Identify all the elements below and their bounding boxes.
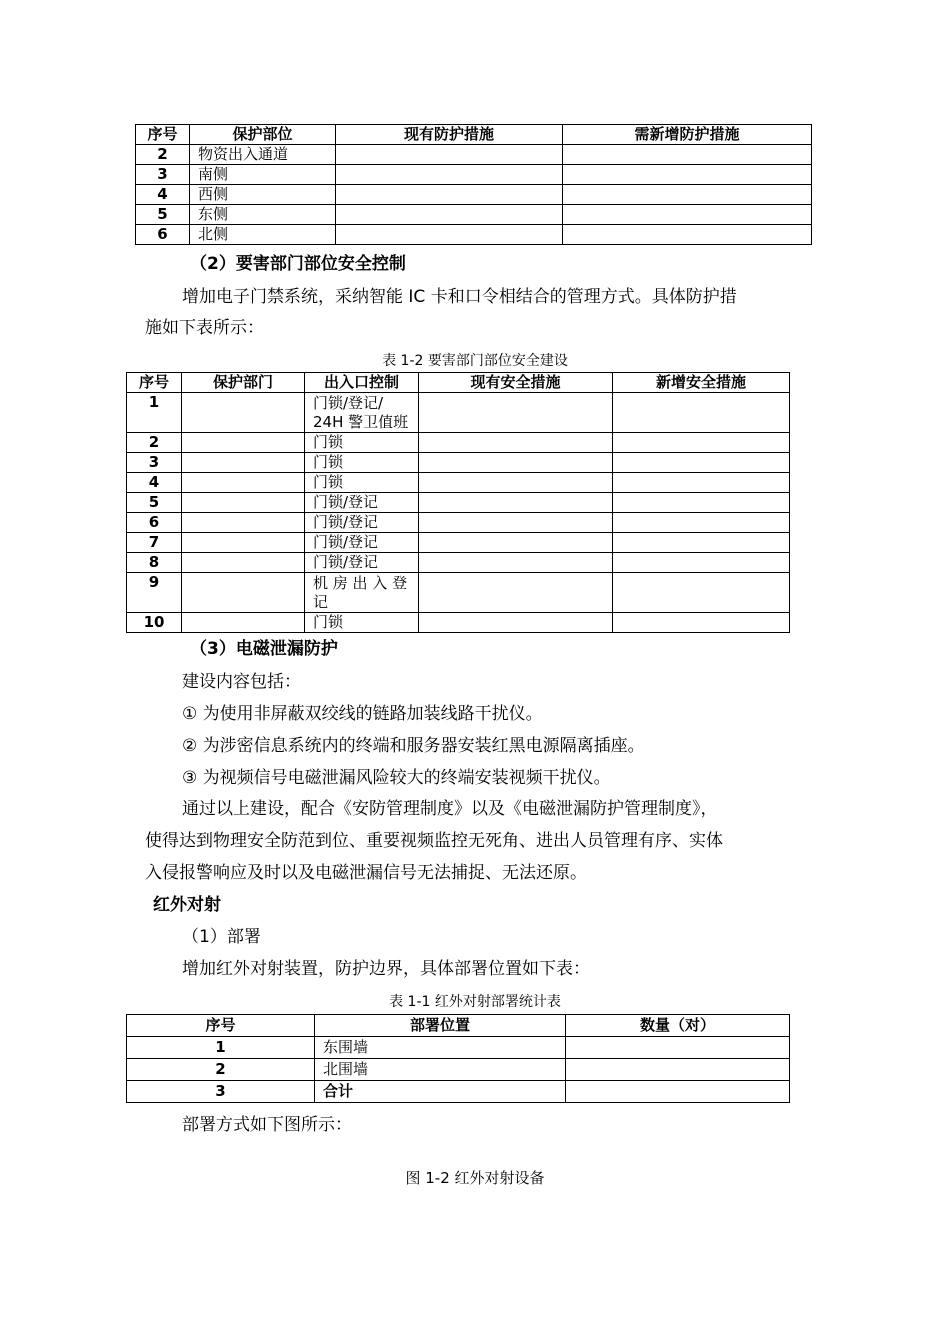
table-header: 新增安全措施: [613, 373, 790, 393]
protection-table: [135, 124, 812, 245]
table-row: 4 西侧: [136, 185, 812, 205]
table-row: 3 门锁: [127, 453, 790, 473]
table-row: 3 合计: [127, 1081, 790, 1103]
table-header: 现有防护措施: [336, 125, 563, 145]
list-item: ② 为涉密信息系统内的终端和服务器安装红黑电源隔离插座。: [182, 736, 645, 756]
list-item: ① 为使用非屏蔽双绞线的链路加装线路干扰仪。: [182, 704, 543, 724]
table-row: 9 机 房 出 入 登 记: [127, 573, 790, 613]
key-department-table: [126, 372, 790, 633]
table-header: 出入口控制: [305, 373, 419, 393]
paragraph: 施如下表所示：: [145, 318, 264, 338]
paragraph: 入侵报警响应及时以及电磁泄漏信号无法捕捉、无法还原。: [145, 863, 587, 883]
table-row: 10 门锁: [127, 613, 790, 633]
table-header: 需新增防护措施: [563, 125, 812, 145]
section-heading: 红外对射: [153, 895, 221, 915]
table-header: 数量（对）: [566, 1015, 790, 1037]
section-heading: （2）要害部门部位安全控制: [190, 254, 406, 274]
table-row: 5 门锁/登记: [127, 493, 790, 513]
subheading: （1）部署: [182, 927, 261, 947]
table-header: 部署位置: [315, 1015, 566, 1037]
section-heading: （3）电磁泄漏防护: [190, 639, 338, 659]
infrared-deployment-table: [126, 1014, 790, 1103]
table-row: 1 门锁/登记/ 24H 警卫值班: [127, 393, 790, 433]
paragraph: 部署方式如下图所示：: [182, 1115, 352, 1135]
figure-caption: 图 1-2 红外对射设备: [405, 1169, 545, 1187]
table-row: 1 东围墙: [127, 1037, 790, 1059]
table-caption: 表 1-1 红外对射部署统计表: [389, 994, 561, 1010]
paragraph: 增加红外对射装置，防护边界，具体部署位置如下表：: [182, 959, 590, 979]
paragraph: 增加电子门禁系统，采纳智能 IC 卡和口令相结合的管理方式。具体防护措: [182, 287, 737, 307]
table-header: 序号: [136, 125, 190, 145]
paragraph: 使得达到物理安全防范到位、重要视频监控无死角、进出人员管理有序、实体: [145, 831, 723, 851]
table-row: 2 物资出入通道: [136, 145, 812, 165]
table-row: 3 南侧: [136, 165, 812, 185]
table-header: 序号: [127, 1015, 315, 1037]
table-row: 5 东侧: [136, 205, 812, 225]
table-row: 2 门锁: [127, 433, 790, 453]
table-header: 保护部门: [182, 373, 305, 393]
list-item: ③ 为视频信号电磁泄漏风险较大的终端安装视频干扰仪。: [182, 768, 611, 788]
table-row: 6 北侧: [136, 225, 812, 245]
table-row: 6 门锁/登记: [127, 513, 790, 533]
table-row: 4 门锁: [127, 473, 790, 493]
table-row: 7 门锁/登记: [127, 533, 790, 553]
table-row: 2 北围墙: [127, 1059, 790, 1081]
table-row: 8 门锁/登记: [127, 553, 790, 573]
paragraph: 建设内容包括：: [182, 672, 301, 692]
table-caption: 表 1-2 要害部门部位安全建设: [382, 353, 568, 369]
table-header: 保护部位: [190, 125, 336, 145]
table-header: 序号: [127, 373, 182, 393]
table-header: 现有安全措施: [419, 373, 613, 393]
paragraph: 通过以上建设，配合《安防管理制度》以及《电磁泄漏防护管理制度》，: [182, 799, 718, 819]
